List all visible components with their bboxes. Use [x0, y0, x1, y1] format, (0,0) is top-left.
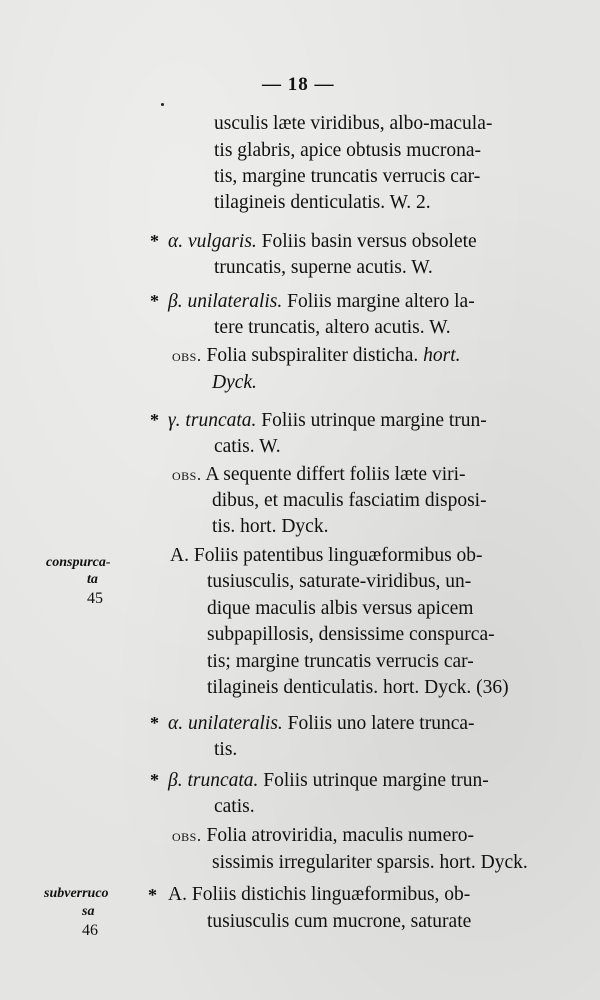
- text-line: Foliis utrinque margine trun-: [263, 770, 489, 791]
- reference: hort.: [423, 345, 461, 366]
- text-line: tis, margine truncatis verrucis car-: [214, 166, 481, 187]
- variety-label: γ. truncata.: [168, 410, 257, 431]
- text-line: A sequente differt foliis læte viri-: [205, 464, 466, 485]
- text-line: catis.: [214, 796, 255, 817]
- text-line: sissimis irregulariter sparsis. hort. Dyck.: [212, 852, 528, 873]
- text-line: Foliis basin versus obsolete: [261, 231, 477, 252]
- text-line: subpapillosis, densissime conspurca-: [207, 624, 495, 645]
- variety-entry: [168, 711, 475, 737]
- text-line: tis; margine truncatis verrucis car-: [207, 651, 474, 672]
- variety-entry: [168, 229, 477, 255]
- obs-entry: [172, 343, 461, 369]
- species-label: A.: [170, 545, 189, 566]
- margin-species-name: sa: [82, 904, 95, 919]
- variety-label: α. vulgaris.: [168, 231, 257, 252]
- text-line: tis. hort. Dyck.: [212, 516, 329, 537]
- asterisk-icon: *: [150, 291, 159, 311]
- text-line: tilagineis denticulatis. W. 2.: [214, 192, 431, 213]
- text-line: tere truncatis, altero acutis. W.: [214, 317, 451, 338]
- text-line: tis.: [214, 739, 238, 760]
- text-line: tis glabris, apice obtusis mucrona-: [214, 140, 481, 161]
- text-line: Foliis uno latere trunca-: [287, 713, 475, 734]
- obs-label: obs.: [172, 346, 202, 365]
- obs-label: obs.: [172, 826, 202, 845]
- asterisk-icon: *: [148, 885, 157, 905]
- text-line: Foliis patentibus linguæformibus ob-: [193, 545, 483, 566]
- species-label: A.: [168, 884, 187, 905]
- variety-entry: [168, 768, 489, 794]
- text-line: usculis læte viridibus, albo-macula-: [214, 113, 493, 134]
- species-entry: [168, 882, 470, 908]
- text-line: Folia subspiraliter disticha.: [206, 345, 419, 366]
- text-line: Folia atroviridia, maculis numero-: [206, 825, 474, 846]
- obs-entry: [172, 462, 466, 488]
- margin-number: 46: [82, 922, 98, 939]
- variety-label: α. unilateralis.: [168, 713, 283, 734]
- asterisk-icon: *: [150, 770, 159, 790]
- text-line: truncatis, superne acutis. W.: [214, 257, 433, 278]
- variety-label: β. unilateralis.: [168, 291, 283, 312]
- margin-species-name: subverruco: [44, 886, 109, 901]
- margin-number: 45: [87, 590, 103, 607]
- variety-entry: [168, 289, 475, 315]
- asterisk-icon: *: [150, 231, 159, 251]
- text-line: Foliis distichis linguæformibus, ob-: [191, 884, 471, 905]
- margin-species-name: conspurca-: [46, 555, 111, 570]
- obs-label: obs.: [172, 465, 202, 484]
- species-entry: [170, 543, 483, 569]
- variety-entry: [168, 408, 487, 434]
- page-number: — 18 —: [262, 74, 335, 95]
- text-line: tilagineis denticulatis. hort. Dyck. (36): [207, 677, 509, 698]
- text-line: tusiusculis cum mucrone, saturate: [207, 911, 472, 932]
- text-line: tusiusculis, saturate-viridibus, un-: [207, 571, 472, 592]
- speck: [161, 103, 164, 106]
- asterisk-icon: *: [150, 410, 159, 430]
- text-line: Foliis utrinque margine trun-: [261, 410, 487, 431]
- variety-label: β. truncata.: [168, 770, 259, 791]
- text-line: Dyck.: [212, 372, 257, 393]
- text-line: catis. W.: [214, 436, 281, 457]
- text-line: Foliis margine altero la-: [287, 291, 475, 312]
- text-line: dique maculis albis versus apicem: [207, 598, 474, 619]
- asterisk-icon: *: [150, 713, 159, 733]
- margin-species-name: ta: [87, 572, 98, 587]
- text-line: dibus, et maculis fasciatim disposi-: [212, 490, 487, 511]
- obs-entry: [172, 823, 474, 849]
